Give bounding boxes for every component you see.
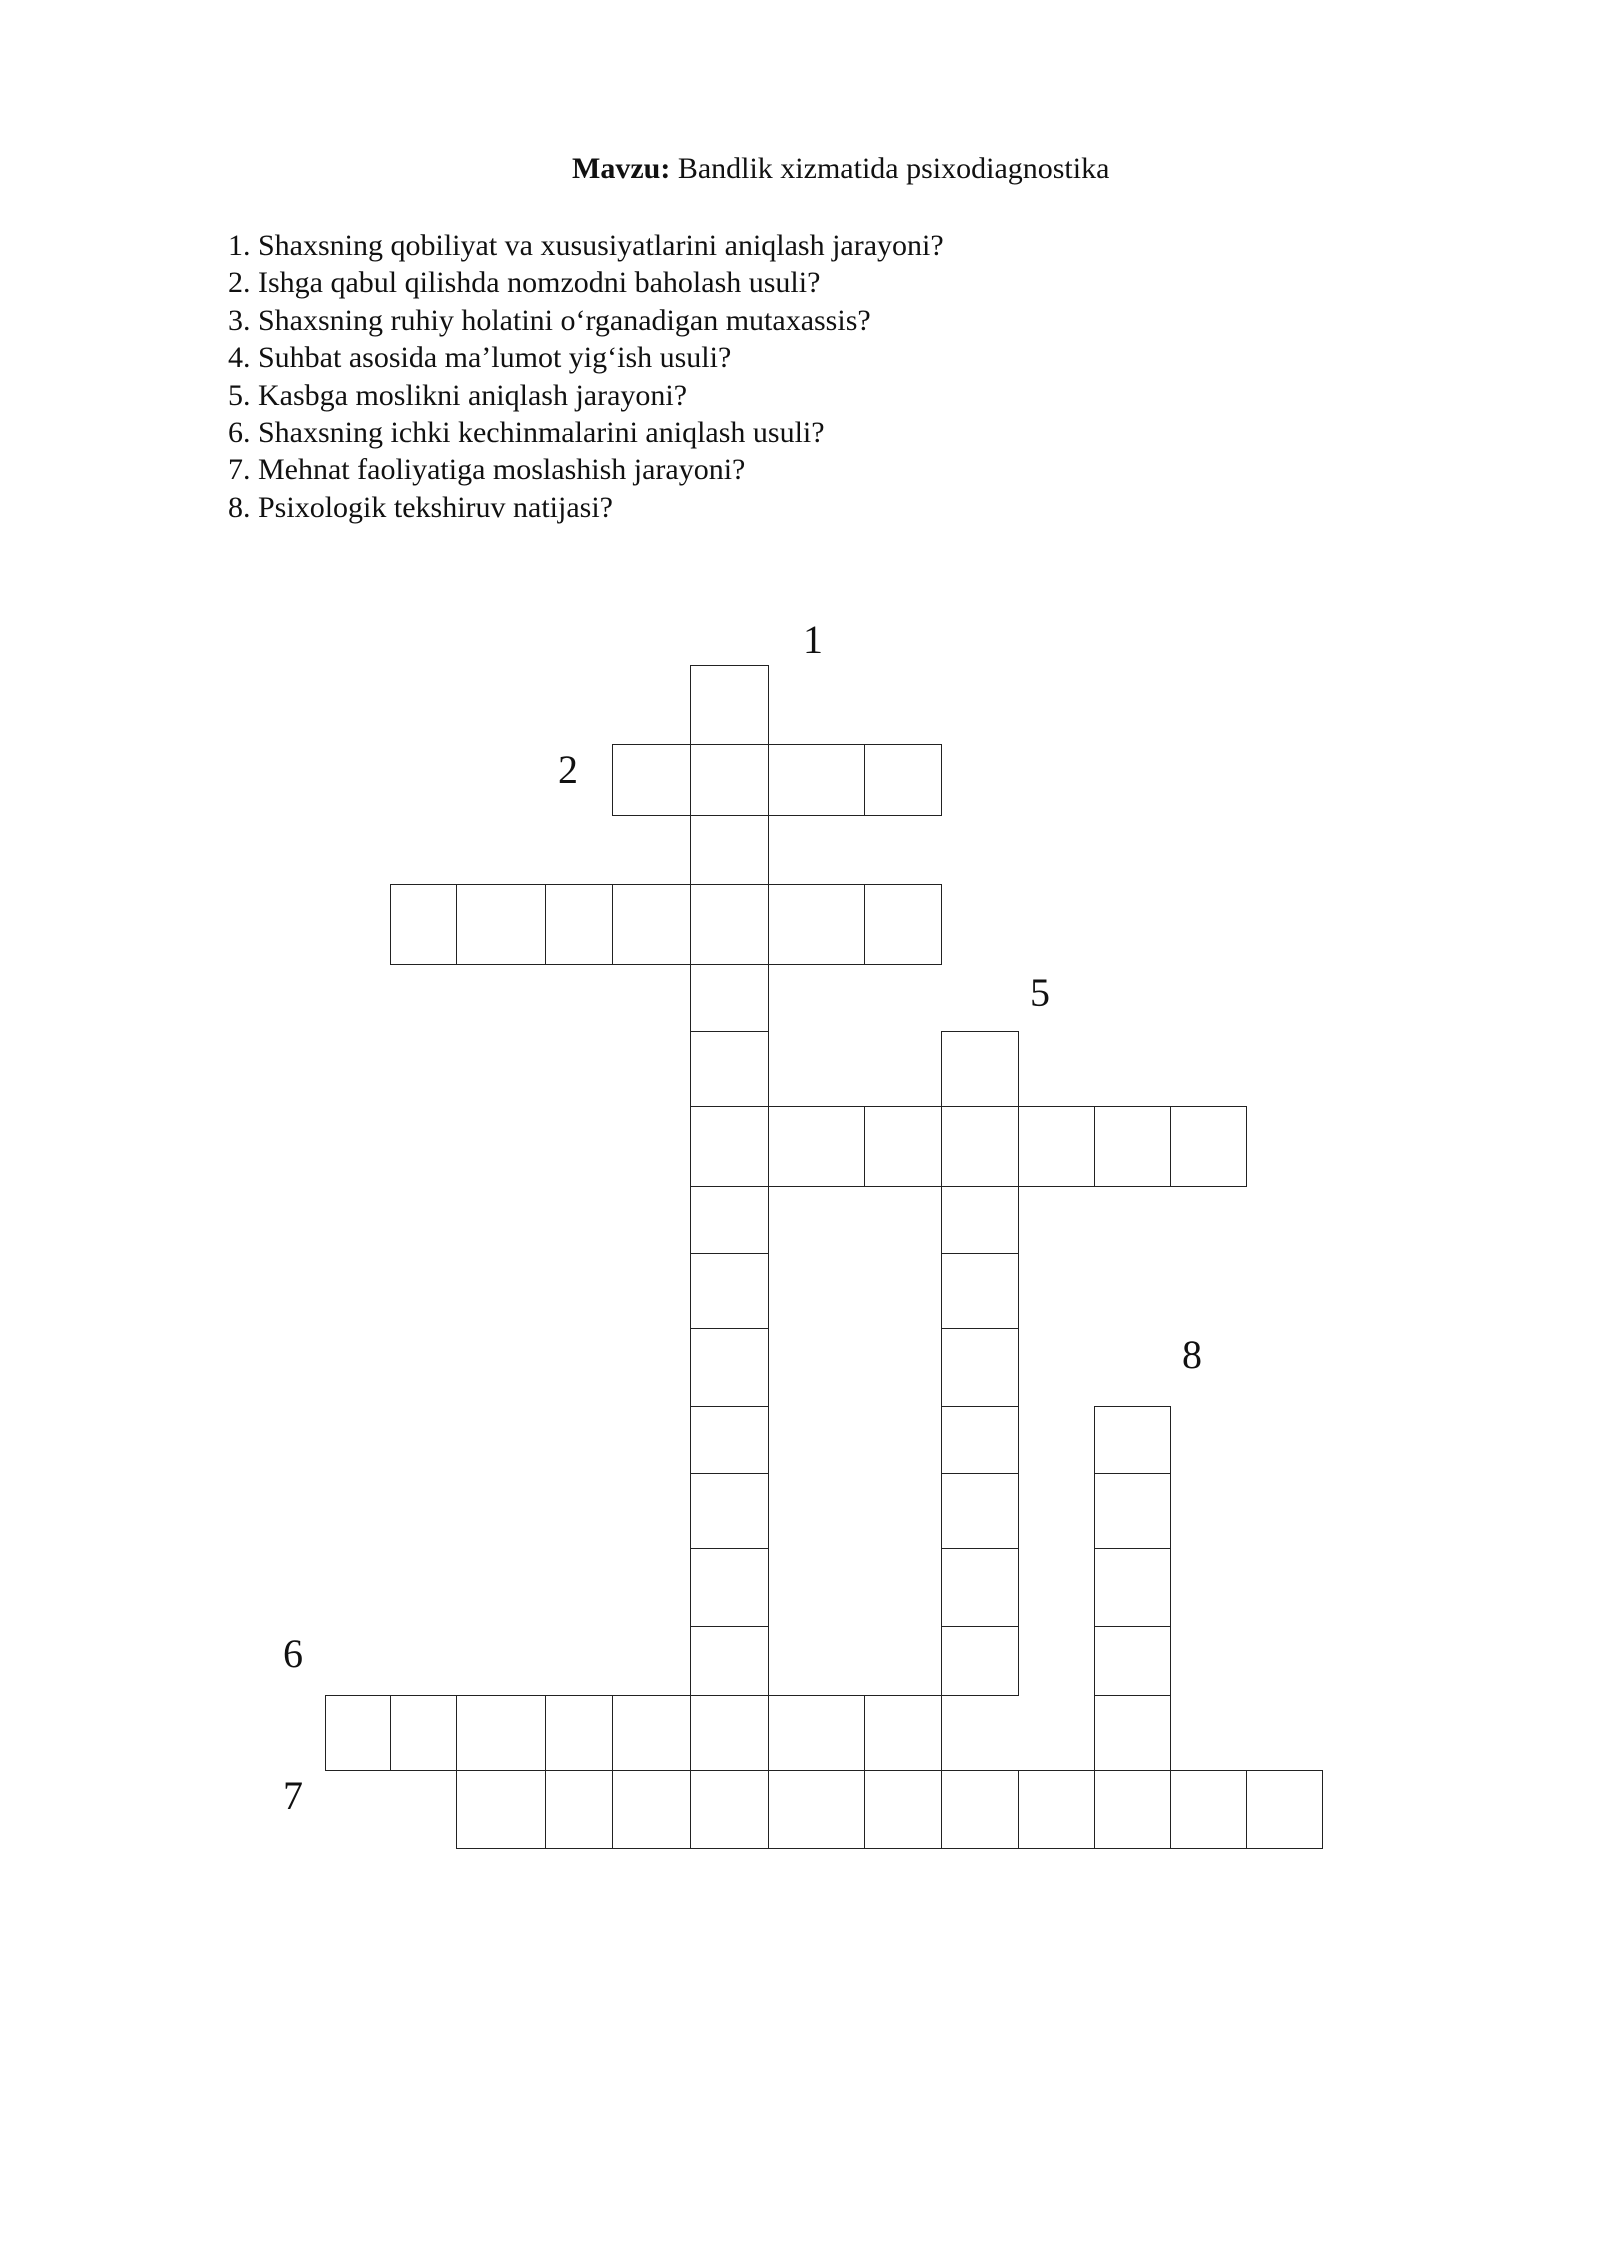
crossword-cell[interactable]: [690, 1031, 769, 1107]
crossword-cell[interactable]: [690, 665, 769, 745]
crossword-cell[interactable]: [690, 1406, 769, 1474]
crossword-cell[interactable]: [390, 884, 457, 965]
crossword-cell[interactable]: [1170, 1770, 1247, 1849]
crossword-cell[interactable]: [690, 1695, 769, 1771]
crossword-cell[interactable]: [612, 744, 691, 816]
crossword-cell[interactable]: [456, 1695, 546, 1771]
title-text: Bandlik xizmatida psixodiagnostika: [677, 152, 1110, 185]
crossword-cell[interactable]: [1018, 1770, 1095, 1849]
crossword-cell[interactable]: [690, 964, 769, 1032]
crossword-cell[interactable]: [690, 1626, 769, 1696]
crossword-cell[interactable]: [941, 1626, 1019, 1696]
crossword-cell[interactable]: [864, 884, 942, 965]
crossword-cell[interactable]: [941, 1473, 1019, 1549]
question-2: 2. Ishga qabul qilishda nomzodni baholash usuli?: [228, 266, 821, 300]
question-3: 3. Shaxsning ruhiy holatini o‘rganadigan mutaxassis?: [228, 303, 871, 337]
question-4: 4. Suhbat asosida ma’lumot yig‘ish usuli?: [228, 341, 732, 375]
crossword-cell[interactable]: [941, 1406, 1019, 1474]
crossword-cell[interactable]: [1094, 1106, 1171, 1187]
question-1: 1. Shaxsning qobiliyat va xususiyatlarini aniqlash jarayoni?: [228, 229, 944, 262]
crossword-cell[interactable]: [612, 1695, 691, 1771]
crossword-cell[interactable]: [768, 884, 865, 965]
question-6: 6. Shaxsning ichki kechinmalarini aniqlash usuli?: [228, 416, 825, 450]
clue-number-1: 1: [803, 617, 823, 662]
crossword-cell[interactable]: [456, 1770, 546, 1849]
crossword-cell[interactable]: [690, 815, 769, 885]
question-8: 8. Psixologik tekshiruv natijasi?: [228, 490, 613, 524]
crossword-cell[interactable]: [1094, 1473, 1171, 1549]
crossword-cell[interactable]: [768, 744, 865, 816]
clue-number-7: 7: [283, 1773, 303, 1818]
crossword-cell[interactable]: [768, 1106, 865, 1187]
crossword-cell[interactable]: [941, 1186, 1019, 1254]
crossword-cell[interactable]: [864, 1770, 942, 1849]
crossword-cell[interactable]: [690, 744, 769, 816]
crossword-cell[interactable]: [690, 1106, 769, 1187]
crossword-cell[interactable]: [545, 1695, 613, 1771]
clue-number-6: 6: [283, 1631, 303, 1676]
clue-number-2: 2: [558, 747, 578, 792]
crossword-cell[interactable]: [1094, 1626, 1171, 1696]
crossword-cell[interactable]: [456, 884, 546, 965]
crossword-cell[interactable]: [612, 1770, 691, 1849]
crossword-cell[interactable]: [1170, 1106, 1247, 1187]
question-7: 7. Mehnat faoliyatiga moslashish jarayoni?: [228, 453, 746, 487]
crossword-cell[interactable]: [545, 884, 613, 965]
crossword-cell[interactable]: [941, 1548, 1019, 1627]
crossword-cell[interactable]: [1094, 1695, 1171, 1771]
crossword-cell[interactable]: [941, 1328, 1019, 1407]
crossword-cell[interactable]: [1094, 1406, 1171, 1474]
crossword-cell[interactable]: [390, 1695, 457, 1771]
crossword-cell[interactable]: [941, 1106, 1019, 1187]
crossword-cell[interactable]: [612, 884, 691, 965]
title-label: Mavzu:: [572, 152, 671, 185]
crossword-cell[interactable]: [690, 1253, 769, 1329]
crossword-cell[interactable]: [768, 1695, 865, 1771]
crossword-cell[interactable]: [1094, 1770, 1171, 1849]
crossword-cell[interactable]: [768, 1770, 865, 1849]
crossword-cell[interactable]: [690, 1328, 769, 1407]
crossword-cell[interactable]: [864, 744, 942, 816]
crossword-cell[interactable]: [690, 1186, 769, 1254]
crossword-cell[interactable]: [941, 1031, 1019, 1107]
crossword-cell[interactable]: [690, 884, 769, 965]
crossword-cell[interactable]: [690, 1770, 769, 1849]
crossword-cell[interactable]: [690, 1548, 769, 1627]
clue-number-8: 8: [1182, 1332, 1202, 1377]
crossword-cell[interactable]: [1246, 1770, 1323, 1849]
crossword-cell[interactable]: [325, 1695, 391, 1771]
crossword-cell[interactable]: [1094, 1548, 1171, 1627]
question-5: 5. Kasbga moslikni aniqlash jarayoni?: [228, 378, 688, 412]
clue-number-5: 5: [1030, 970, 1050, 1015]
crossword-cell[interactable]: [1018, 1106, 1095, 1187]
crossword-cell[interactable]: [941, 1770, 1019, 1849]
crossword-cell[interactable]: [864, 1106, 942, 1187]
crossword-cell[interactable]: [545, 1770, 613, 1849]
crossword-cell[interactable]: [941, 1253, 1019, 1329]
crossword-cell[interactable]: [864, 1695, 942, 1771]
crossword-cell[interactable]: [690, 1473, 769, 1549]
